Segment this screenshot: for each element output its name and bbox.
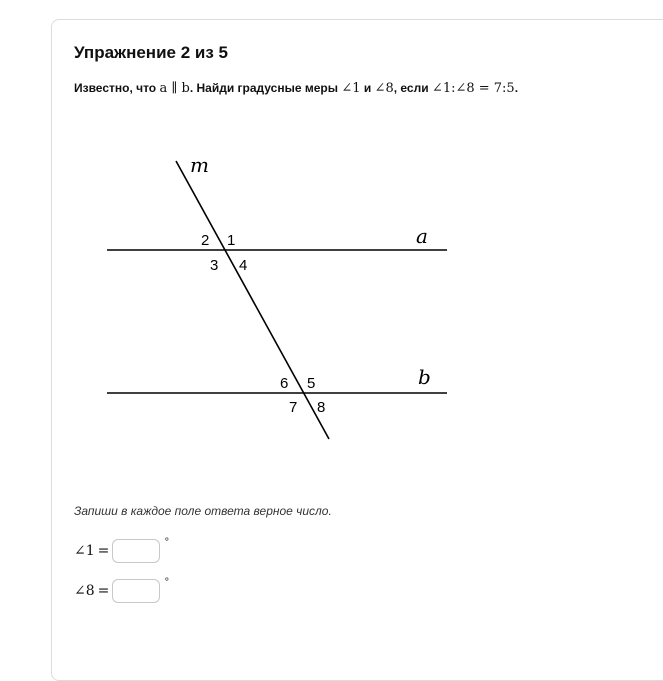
task-math-ratio: ∠1:∠8 = 7:5: [431, 81, 515, 96]
task-statement: [74, 81, 518, 96]
line-a-label: a: [416, 224, 428, 248]
answer-label-angle8: ∠8: [74, 583, 95, 599]
line-b-label: b: [418, 365, 431, 389]
degree-unit: °: [164, 537, 170, 548]
task-text-2: . Найди градусные меры: [189, 81, 342, 95]
angle-5-label: 5: [307, 375, 316, 392]
angle-8-label: 8: [317, 399, 326, 416]
task-text-3: и: [360, 81, 375, 95]
angle8-answer-input[interactable]: [112, 579, 160, 603]
angle-1-label: 1: [227, 232, 236, 249]
angle1-answer-input[interactable]: [112, 539, 160, 563]
angle-3-label: 3: [210, 257, 219, 274]
answer-equals-sign: =: [97, 583, 110, 599]
angle-2-label: 2: [201, 232, 210, 249]
task-text-1: Известно, что: [74, 81, 160, 95]
exercise-title: Упражнение 2 из 5: [74, 43, 228, 62]
answer-label-angle1: ∠1: [74, 543, 95, 559]
task-text-4: , если: [393, 81, 432, 95]
task-text-5: .: [514, 81, 519, 95]
task-math-angle8: ∠8: [374, 81, 394, 96]
angle-6-label: 6: [280, 375, 289, 392]
task-math-angle1: ∠1: [341, 81, 361, 96]
answer-row-angle8: [74, 579, 169, 603]
line-m: [176, 161, 329, 439]
answer-equals-sign: =: [97, 543, 110, 559]
line-m-label: m: [190, 153, 209, 177]
degree-unit: °: [164, 577, 170, 588]
geometry-figure: [100, 150, 460, 450]
angle-4-label: 4: [239, 257, 248, 274]
task-math-parallel: a ∥ b: [159, 81, 190, 96]
answer-instruction: Запиши в каждое поле ответа верное число.: [74, 504, 332, 518]
angle-7-label: 7: [289, 399, 298, 416]
answer-row-angle1: [74, 539, 169, 563]
